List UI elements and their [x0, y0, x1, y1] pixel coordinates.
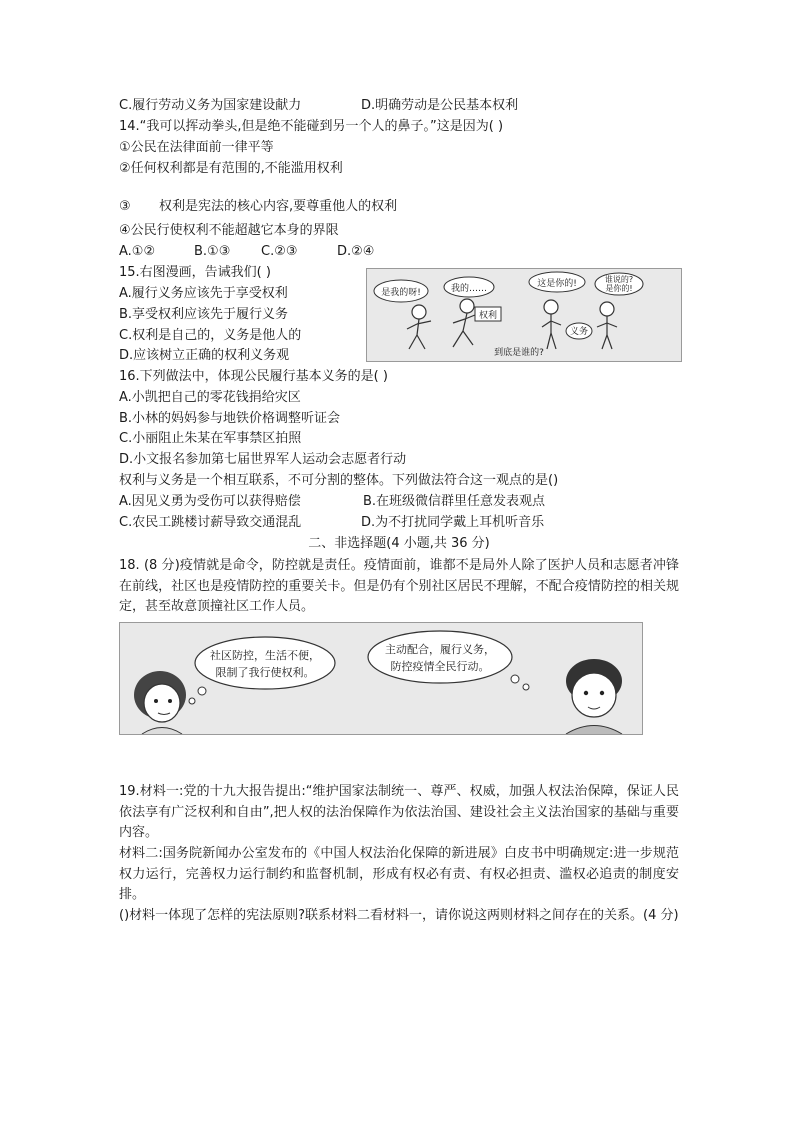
q17-option-c: C.农民工跳楼讨薪导致交通混乱	[119, 515, 302, 530]
q15-cartoon	[366, 268, 682, 362]
q15-child-right-1	[542, 300, 561, 349]
q15-bubble-2-text: 我的……	[450, 284, 488, 294]
q15-option-d: D.应该树立正确的权利义务观	[119, 348, 290, 363]
q15-option-a: A.履行义务应该先于享受权利	[119, 286, 288, 301]
q19-material-1: 19.材料一:党的十九大报告提出:“维护国家法制统一、尊严、权威，加强人权法治保障，保证人民依法享有广泛权利和自由”,把人权的法治保障作为依法治国、建设社会主义法治国家的基础与重要内容。	[119, 784, 679, 840]
section-2-title: 二、非选择题(4 小题,共 36 分)	[308, 536, 490, 551]
q15-option-b: B.享受权利应该先于履行义务	[119, 307, 289, 322]
q15-bubble-3-text: 这是你的!	[537, 279, 577, 289]
q17-stem: 权利与义务是一个相互联系，不可分割的整体。下列做法符合这一观点的是()	[119, 473, 559, 488]
q14-statement-4: ④公民行使权利不能超越它本身的界限	[119, 223, 339, 238]
q17-option-d: D.为不打扰同学戴上耳机听音乐	[361, 515, 545, 530]
q19-material-2: 材料二:国务院新闻办公室发布的《中国人权法治化保障的新进展》白皮书中明确规定:进一步规范权力运行，完善权力运行制约和监督机制，形成有权必有责、有权必担责、滥权必追责的制度安排。	[119, 846, 679, 902]
q18-left-bubble-line1: 社区防控，生活不便，	[210, 649, 320, 662]
q15-child-running	[453, 299, 475, 347]
q14-statement-2: ②任何权利都是有范围的,不能滥用权利	[119, 161, 343, 176]
q15-child-left	[407, 305, 431, 349]
q14-statement-1: ①公民在法律面前一律平等	[119, 140, 274, 155]
q18-cartoon	[119, 622, 643, 735]
q14-stem: 14.“我可以挥动拳头,但是绝不能碰到另一个人的鼻子。”这是因为( )	[119, 119, 504, 134]
q14-option-c: C.②③	[261, 244, 298, 259]
q16-option-b: B.小林的妈妈参与地铁价格调整听证会	[119, 411, 341, 426]
q13-option-c: C.履行劳动义务为国家建设献力	[119, 98, 302, 113]
q15-bubble-1-text: 是我的呀!	[381, 288, 421, 298]
q18-resident-figure	[134, 671, 186, 734]
q15-bubble-5-text: 是你的!	[605, 284, 633, 293]
q15-child-right-2	[597, 302, 617, 349]
q16-option-d: D.小文报名参加第七届世界军人运动会志愿者行动	[119, 452, 407, 467]
q17-option-b: B.在班级微信群里任意发表观点	[363, 494, 546, 509]
q13-option-d: D.明确劳动是公民基本权利	[361, 98, 519, 113]
q18-text: 18. (8 分)疫情就是命令，防控就是责任。疫情面前，谁都不是局外人除了医护人员和志愿者冲锋在前线，社区也是疫情防控的重要关卡。但是仍有个别社区居民不理解，不配合疫情防控的相关规定，甚至故意顶撞社区工作人员。	[119, 558, 679, 614]
q17-option-a: A.因见义勇为受伤可以获得赔偿	[119, 494, 301, 509]
q18-cartoon-drawing	[120, 623, 642, 734]
q18-worker-figure	[566, 659, 622, 734]
q15-stem: 15.右图漫画，告诫我们( )	[119, 265, 271, 280]
q18-right-bubble-line1: 主动配合，履行义务，	[385, 643, 495, 656]
q15-bubble-4-text: 谁说的?	[604, 275, 634, 284]
q18-right-bubble	[368, 631, 512, 683]
q15-duty-box-text: 义务	[569, 327, 589, 337]
q14-option-b: B.①③	[194, 244, 231, 259]
q14-option-a: A.①②	[119, 244, 156, 259]
q15-option-c: C.权利是自己的，义务是他人的	[119, 328, 302, 343]
q15-rights-box-text: 权利	[478, 311, 498, 321]
q18-left-bubble-line2: 限制了我行使权利。	[215, 666, 315, 679]
q19-question: ()材料一体现了怎样的宪法原则?联系材料二看材料一，请你说这两则材料之间存在的关系。(4 分)	[119, 908, 679, 923]
q14-statement-3-number: ③	[119, 199, 131, 214]
q18-left-bubble	[195, 637, 335, 689]
q14-option-d: D.②④	[337, 244, 375, 259]
q16-option-a: A.小凯把自己的零花钱捐给灾区	[119, 390, 301, 405]
q15-caption: 到底是谁的?	[494, 348, 544, 358]
q15-cartoon-drawing	[367, 269, 681, 361]
q16-stem: 16.下列做法中，体现公民履行基本义务的是( )	[119, 369, 388, 384]
q16-option-c: C.小丽阻止朱某在军事禁区拍照	[119, 431, 302, 446]
q14-statement-3: 权利是宪法的核心内容,要尊重他人的权利	[159, 199, 398, 214]
q18-right-bubble-line2: 防控疫情全民行动。	[390, 660, 490, 673]
